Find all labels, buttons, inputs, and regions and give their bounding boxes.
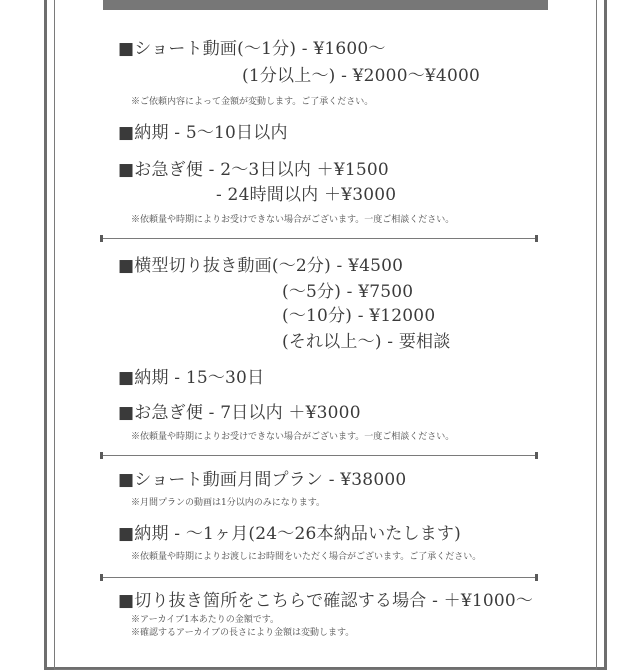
horizontal-clip-rush-note: ※依頼量や時期によりお受けできない場合がございます。一度ご相談ください。 xyxy=(131,432,455,442)
divider-1 xyxy=(102,238,536,239)
horizontal-clip-price-line-3: (〜10分) - ¥12000 xyxy=(282,306,436,326)
short-video-rush-note: ※依頼量や時期によりお受けできない場合がございます。一度ご相談ください。 xyxy=(131,215,455,225)
clip-check-note-2: ※確認するアーカイブの長さにより金額は変動します。 xyxy=(131,628,355,638)
horizontal-clip-delivery: ■納期 - 15〜30日 xyxy=(118,368,265,388)
top-bar-decoration xyxy=(103,0,548,10)
divider-2 xyxy=(102,455,536,456)
short-video-rush-line-2: - 24時間以内 ＋¥3000 xyxy=(216,185,397,205)
short-video-price-line-1: ■ショート動画(〜1分) - ¥1600〜 xyxy=(118,39,386,59)
divider-3 xyxy=(102,577,536,578)
horizontal-clip-rush: ■お急ぎ便 - 7日以内 ＋¥3000 xyxy=(118,403,361,423)
monthly-plan-delivery: ■納期 - 〜1ヶ月(24〜26本納品いたします) xyxy=(118,524,461,544)
horizontal-clip-price-line-4: (それ以上〜) - 要相談 xyxy=(282,332,451,352)
monthly-plan-note: ※月間プランの動画は1分以内のみになります。 xyxy=(131,498,326,508)
short-video-delivery: ■納期 - 5〜10日以内 xyxy=(118,123,288,143)
short-video-rush-line-1: ■お急ぎ便 - 2〜3日以内 ＋¥1500 xyxy=(118,160,389,180)
horizontal-clip-price-line-2: (〜5分) - ¥7500 xyxy=(282,282,414,302)
monthly-plan-delivery-note: ※依頼量や時期によりお渡しにお時間をいただく場合がございます。ご了承ください。 xyxy=(131,552,482,562)
monthly-plan-price: ■ショート動画月間プラン - ¥38000 xyxy=(118,470,407,490)
clip-check-price: ■切り抜き箇所をこちらで確認する場合 - ＋¥1000〜 xyxy=(118,591,534,611)
horizontal-clip-price-line-1: ■横型切り抜き動画(〜2分) - ¥4500 xyxy=(118,256,404,276)
clip-check-note-1: ※アーカイブ1本あたりの金額です。 xyxy=(131,615,280,625)
short-video-note: ※ご依頼内容によって金額が変動します。ご了承ください。 xyxy=(131,97,374,107)
short-video-price-line-2: (1分以上〜) - ¥2000〜¥4000 xyxy=(242,66,480,86)
